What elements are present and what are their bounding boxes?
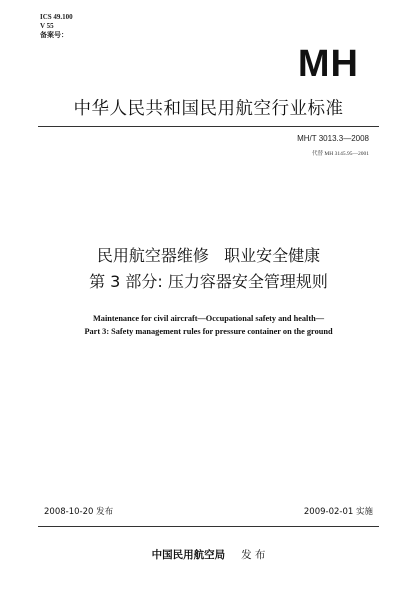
ccs-code: V 55: [40, 22, 54, 30]
standard-title: 中华人民共和国民用航空行业标准: [73, 99, 344, 119]
top-divider: [38, 126, 379, 127]
implementation-date: 2009-02-01 实施: [303, 507, 373, 517]
publisher: [0, 548, 417, 562]
record-number-label: 备案号：: [40, 31, 68, 39]
publisher-name: 中国民用航空局: [151, 549, 226, 561]
publisher-action: 发 布: [241, 549, 266, 561]
mh-logo: MH: [297, 43, 359, 85]
english-title-line-1: Maintenance for civil aircraft—Occupational safety and health—: [92, 314, 325, 323]
chinese-title-line-2: 第 3 部分: 压力容器安全管理规则: [89, 272, 328, 291]
chinese-title-line-1: 民用航空器维修 职业安全健康: [96, 246, 321, 265]
standard-number: MH/T 3013.3—2008: [297, 134, 369, 143]
bottom-divider: [38, 526, 379, 527]
replaces-standard: 代替 MH 3145.95—2001: [312, 151, 369, 157]
english-title-line-2: Part 3: Safety management rules for pressure container on the ground: [84, 327, 333, 336]
issue-date: 2008-10-20 发布: [44, 507, 114, 517]
ics-code: ICS 49.100: [40, 13, 73, 21]
